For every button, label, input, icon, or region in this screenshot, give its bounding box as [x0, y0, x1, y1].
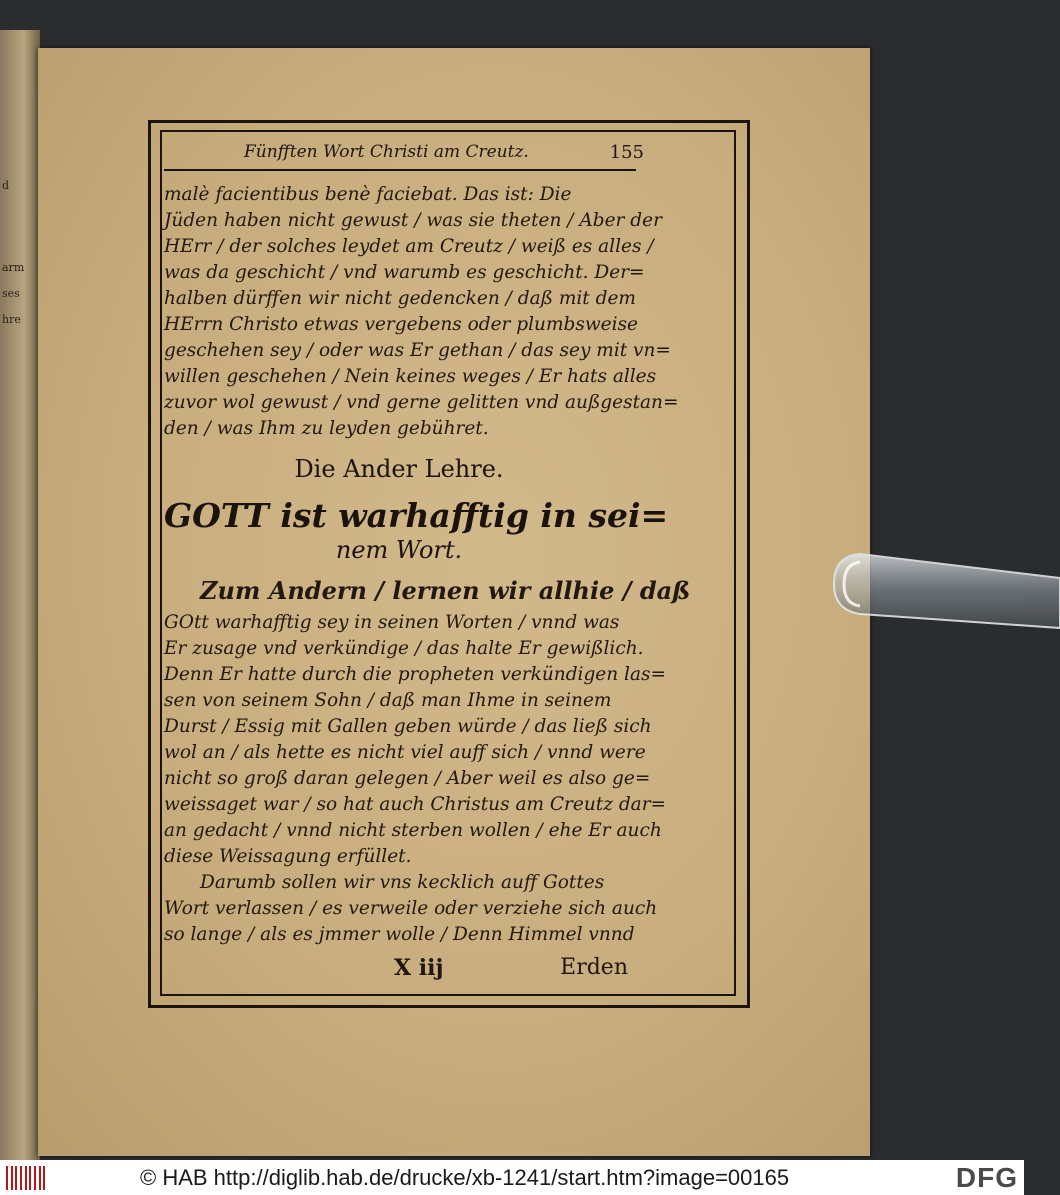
text-line: geschehen sey / oder was Er gethan / das sey mit vn=: [164, 340, 671, 361]
left-page-edge: [0, 30, 40, 1160]
header-rule: [164, 169, 636, 171]
section-title: GOTT ist warhafftig in sei=: [164, 496, 669, 535]
text-line: HErr / der solches leydet am Creutz / weiß es alles /: [164, 236, 654, 257]
text-line: weissaget war / so hat auch Christus am Creutz dar=: [164, 794, 667, 815]
text-line: Jüden haben nicht gewust / was sie theten / Aber der: [164, 210, 662, 231]
hab-logo: [6, 1166, 46, 1190]
text-line: nicht so groß daran gelegen / Aber weil es also ge=: [164, 768, 651, 789]
copyright-link[interactable]: © HAB http://diglib.hab.de/drucke/xb-1241/start.htm?image=00165: [140, 1165, 790, 1190]
text-line: Denn Er hatte durch die propheten verkündigen las=: [164, 664, 666, 685]
text-line: so lange / als es jmmer wolle / Denn Himmel vnnd: [164, 924, 635, 945]
text-line: GOtt warhafftig sey in seinen Worten / vnnd was: [164, 612, 620, 633]
lead-line: Zum Andern / lernen wir allhie / daß: [200, 576, 691, 605]
signature-mark: X iij: [394, 955, 444, 981]
text-line: was da geschicht / vnd warumb es geschicht. Der=: [164, 262, 645, 283]
text-line: zuvor wol gewust / vnd gerne gelitten vnd außgestan=: [164, 392, 679, 413]
glass-prism-weight: [830, 548, 1060, 628]
text-line: willen geschehen / Nein keines weges / Er hats alles: [164, 366, 657, 387]
text-line: Durst / Essig mit Gallen geben würde / das ließ sich: [164, 716, 652, 737]
section-heading: Die Ander Lehre.: [294, 455, 504, 483]
text-line: an gedacht / vnnd nicht sterben wollen / ehe Er auch: [164, 820, 662, 841]
page-footer: [164, 955, 634, 985]
text-line: den / was Ihm zu leyden gebühret.: [164, 418, 489, 439]
left-page-fragment: arm: [2, 261, 25, 274]
text-line: HErrn Christo etwas vergebens oder plumbsweise: [164, 314, 638, 335]
text-line: Darumb sollen wir vns kecklich auff Gottes: [200, 872, 605, 893]
left-page-fragment: d: [2, 179, 10, 192]
left-page-fragment: hre: [2, 313, 21, 326]
footer-bar: [0, 1160, 1024, 1195]
page-number: 155: [609, 142, 644, 163]
text-line: Er zusage vnd verkündige / das halte Er gewißlich.: [164, 638, 644, 659]
text-line: sen von seinem Sohn / daß man Ihme in seinem: [164, 690, 612, 711]
text-line: Wort verlassen / es verweile oder verziehe sich auch: [164, 898, 658, 919]
text-line: wol an / als hette es nicht viel auff sich / vnnd were: [164, 742, 646, 763]
dfg-logo: DFG: [955, 1162, 1018, 1193]
text-line: malè facientibus benè faciebat. Das ist: Die: [164, 184, 572, 205]
page-header: [164, 140, 644, 166]
text-line: halben dürffen wir nicht gedencken / daß mit dem: [164, 288, 636, 309]
section-title-continued: nem Wort.: [335, 536, 463, 564]
text-line: diese Weissagung erfüllet.: [164, 846, 412, 867]
running-head: Fünfften Wort Christi am Creutz.: [244, 142, 529, 162]
left-page-fragment: ses: [2, 287, 20, 300]
catchword: Erden: [560, 955, 628, 980]
